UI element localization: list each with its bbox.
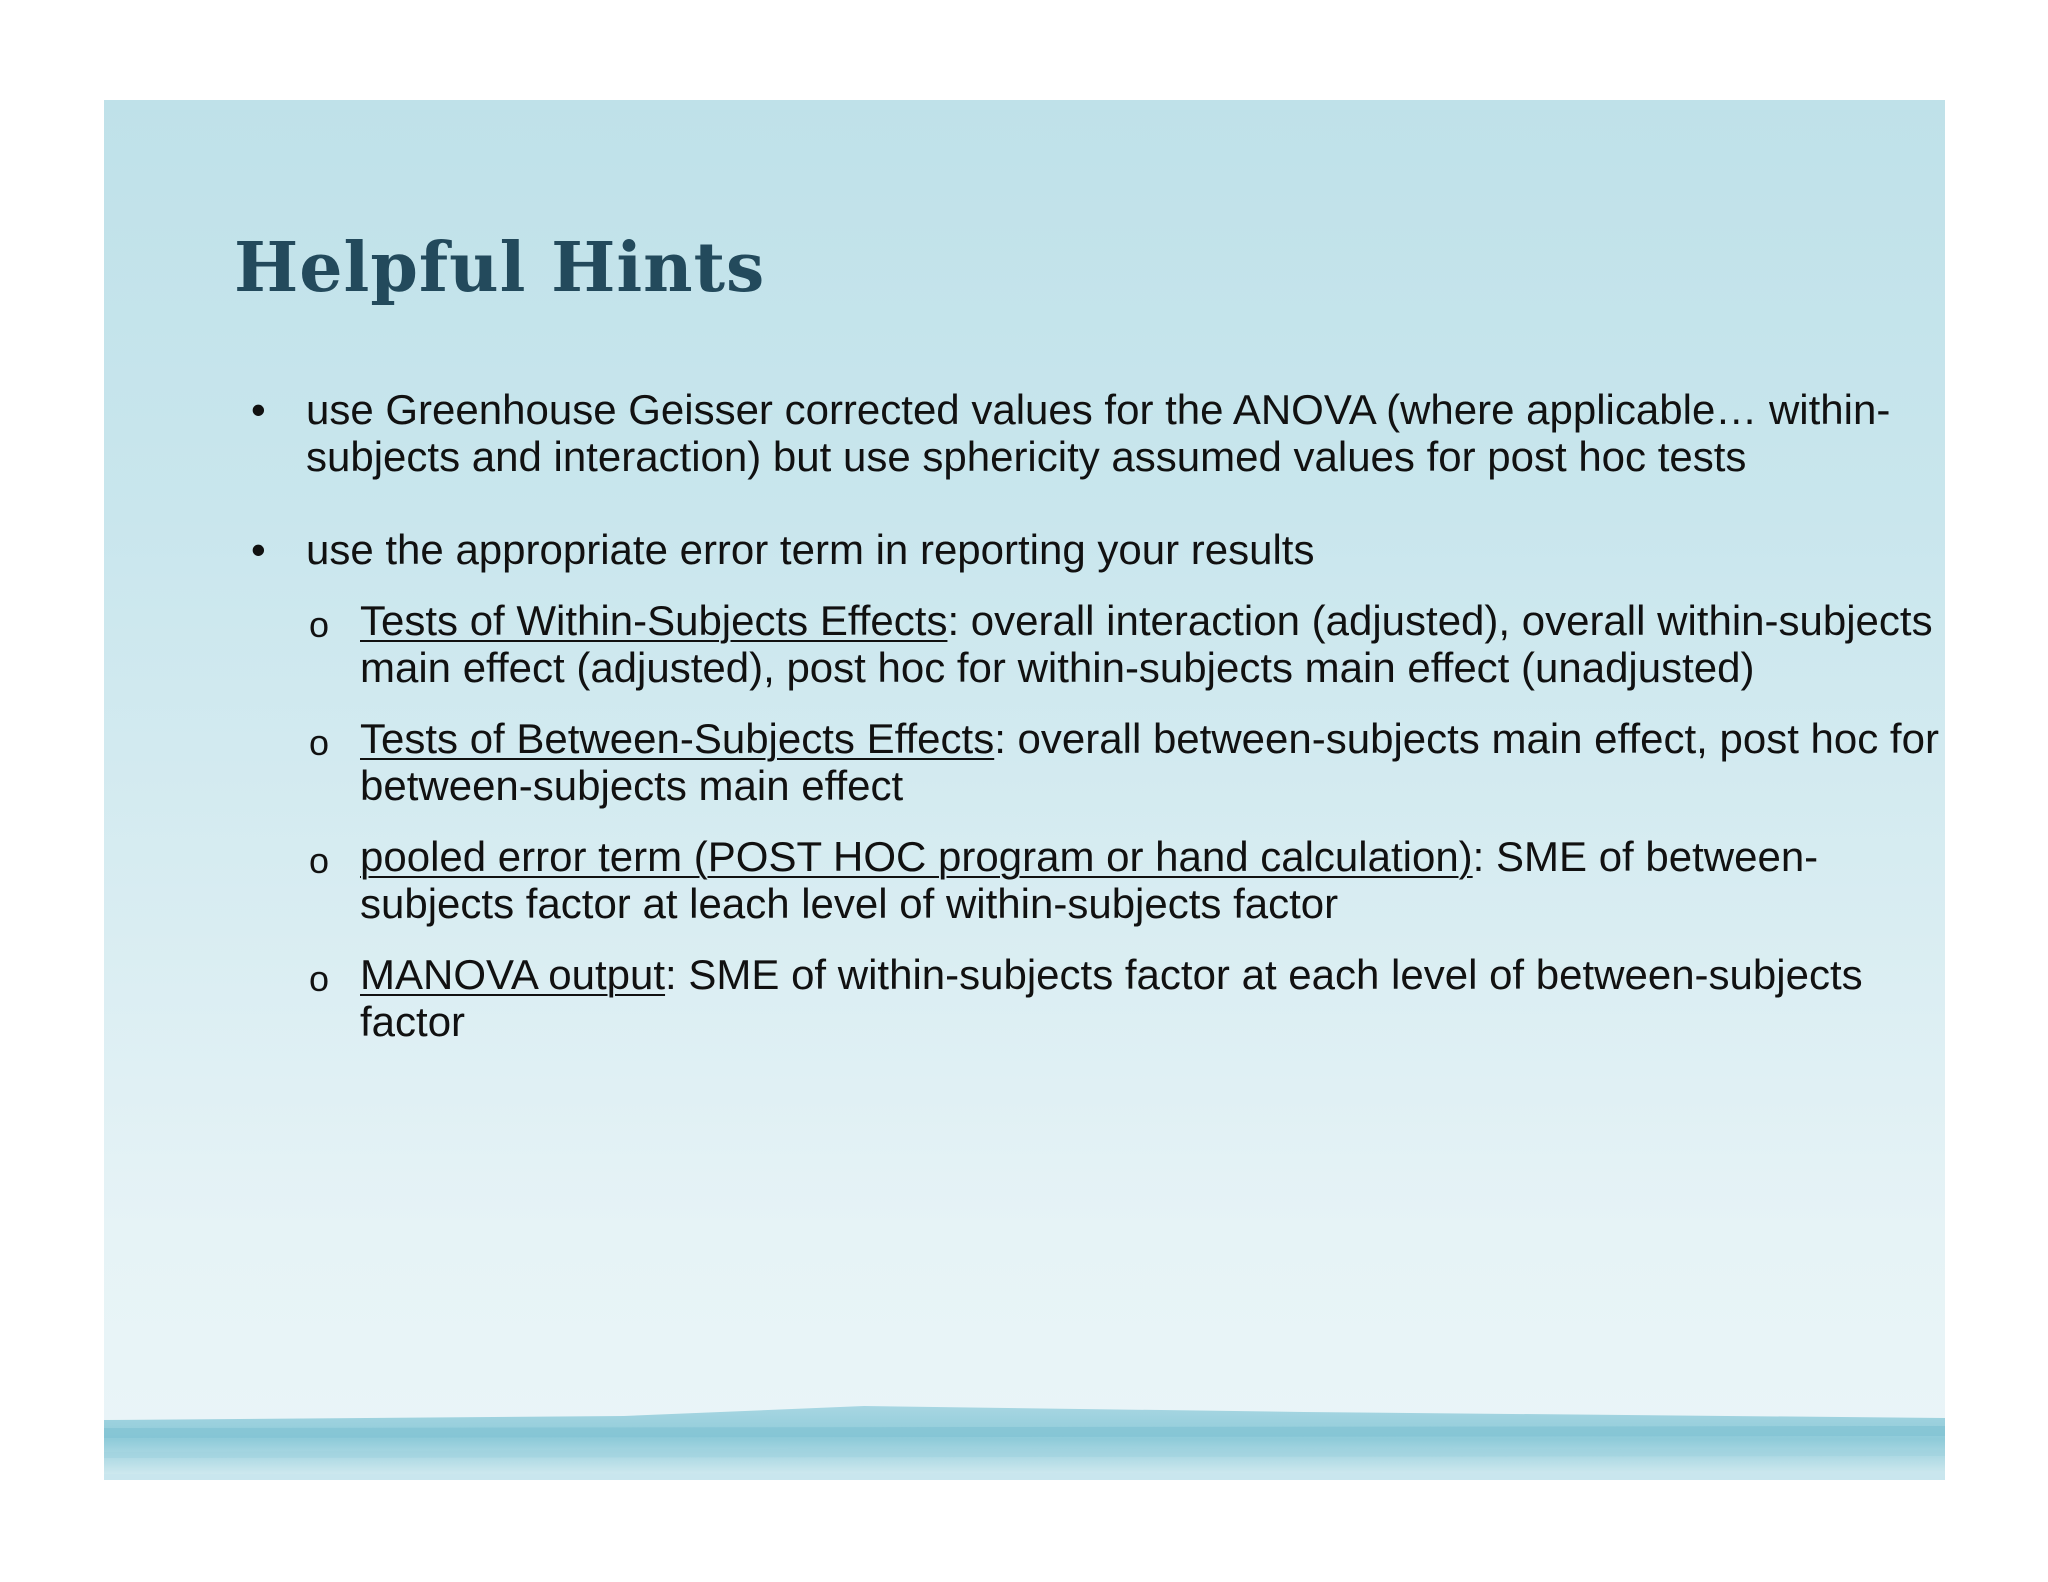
sub-item-text: : SME of within-subjects factor at each level of between-subjects factor	[360, 951, 1863, 1045]
sub-item-text: : SME of between-subjects factor at leach level of within-subjects factor	[360, 833, 1819, 927]
water-decoration	[104, 1300, 1945, 1480]
sub-bullet-marker: o	[309, 722, 330, 763]
sub-item-text: : overall between-subjects main effect, post hoc for between-subjects main effect	[360, 715, 1939, 809]
sub-bullet-marker: o	[309, 840, 330, 881]
bullet-list	[251, 386, 1945, 1069]
slide-title: Helpful Hints	[234, 228, 766, 308]
sub-item-heading: Tests of Between-Subjects Effects	[360, 715, 995, 762]
sub-bullet-marker: o	[309, 604, 330, 645]
bullet-item	[251, 386, 1945, 480]
bullet-item	[251, 526, 1945, 573]
sub-item-heading: MANOVA output	[360, 951, 666, 998]
bullet-marker: •	[251, 526, 266, 573]
sub-item-text: : overall interaction (adjusted), overall within-subjects main effect (adjusted), post hoc for within-subjects main effect (unadjusted)	[360, 597, 1933, 691]
bullet-text: use the appropriate error term in reporting your results	[306, 526, 1315, 573]
sub-item-pooled-error	[251, 833, 1945, 927]
sub-item-between-subjects	[251, 715, 1945, 809]
bullet-text: use Greenhouse Geisser corrected values for the ANOVA (where applicable… within-subjects and interaction) but use sphericity assumed values for post hoc tests	[306, 386, 1891, 480]
bullet-marker: •	[251, 386, 266, 433]
sub-bullet-marker: o	[309, 958, 330, 999]
sub-item-within-subjects	[251, 597, 1945, 691]
sub-item-heading: pooled error term (POST HOC program or hand calculation)	[360, 833, 1473, 880]
sub-item-manova	[251, 951, 1945, 1045]
slide	[104, 100, 1945, 1480]
sub-item-heading: Tests of Within-Subjects Effects	[360, 597, 948, 644]
